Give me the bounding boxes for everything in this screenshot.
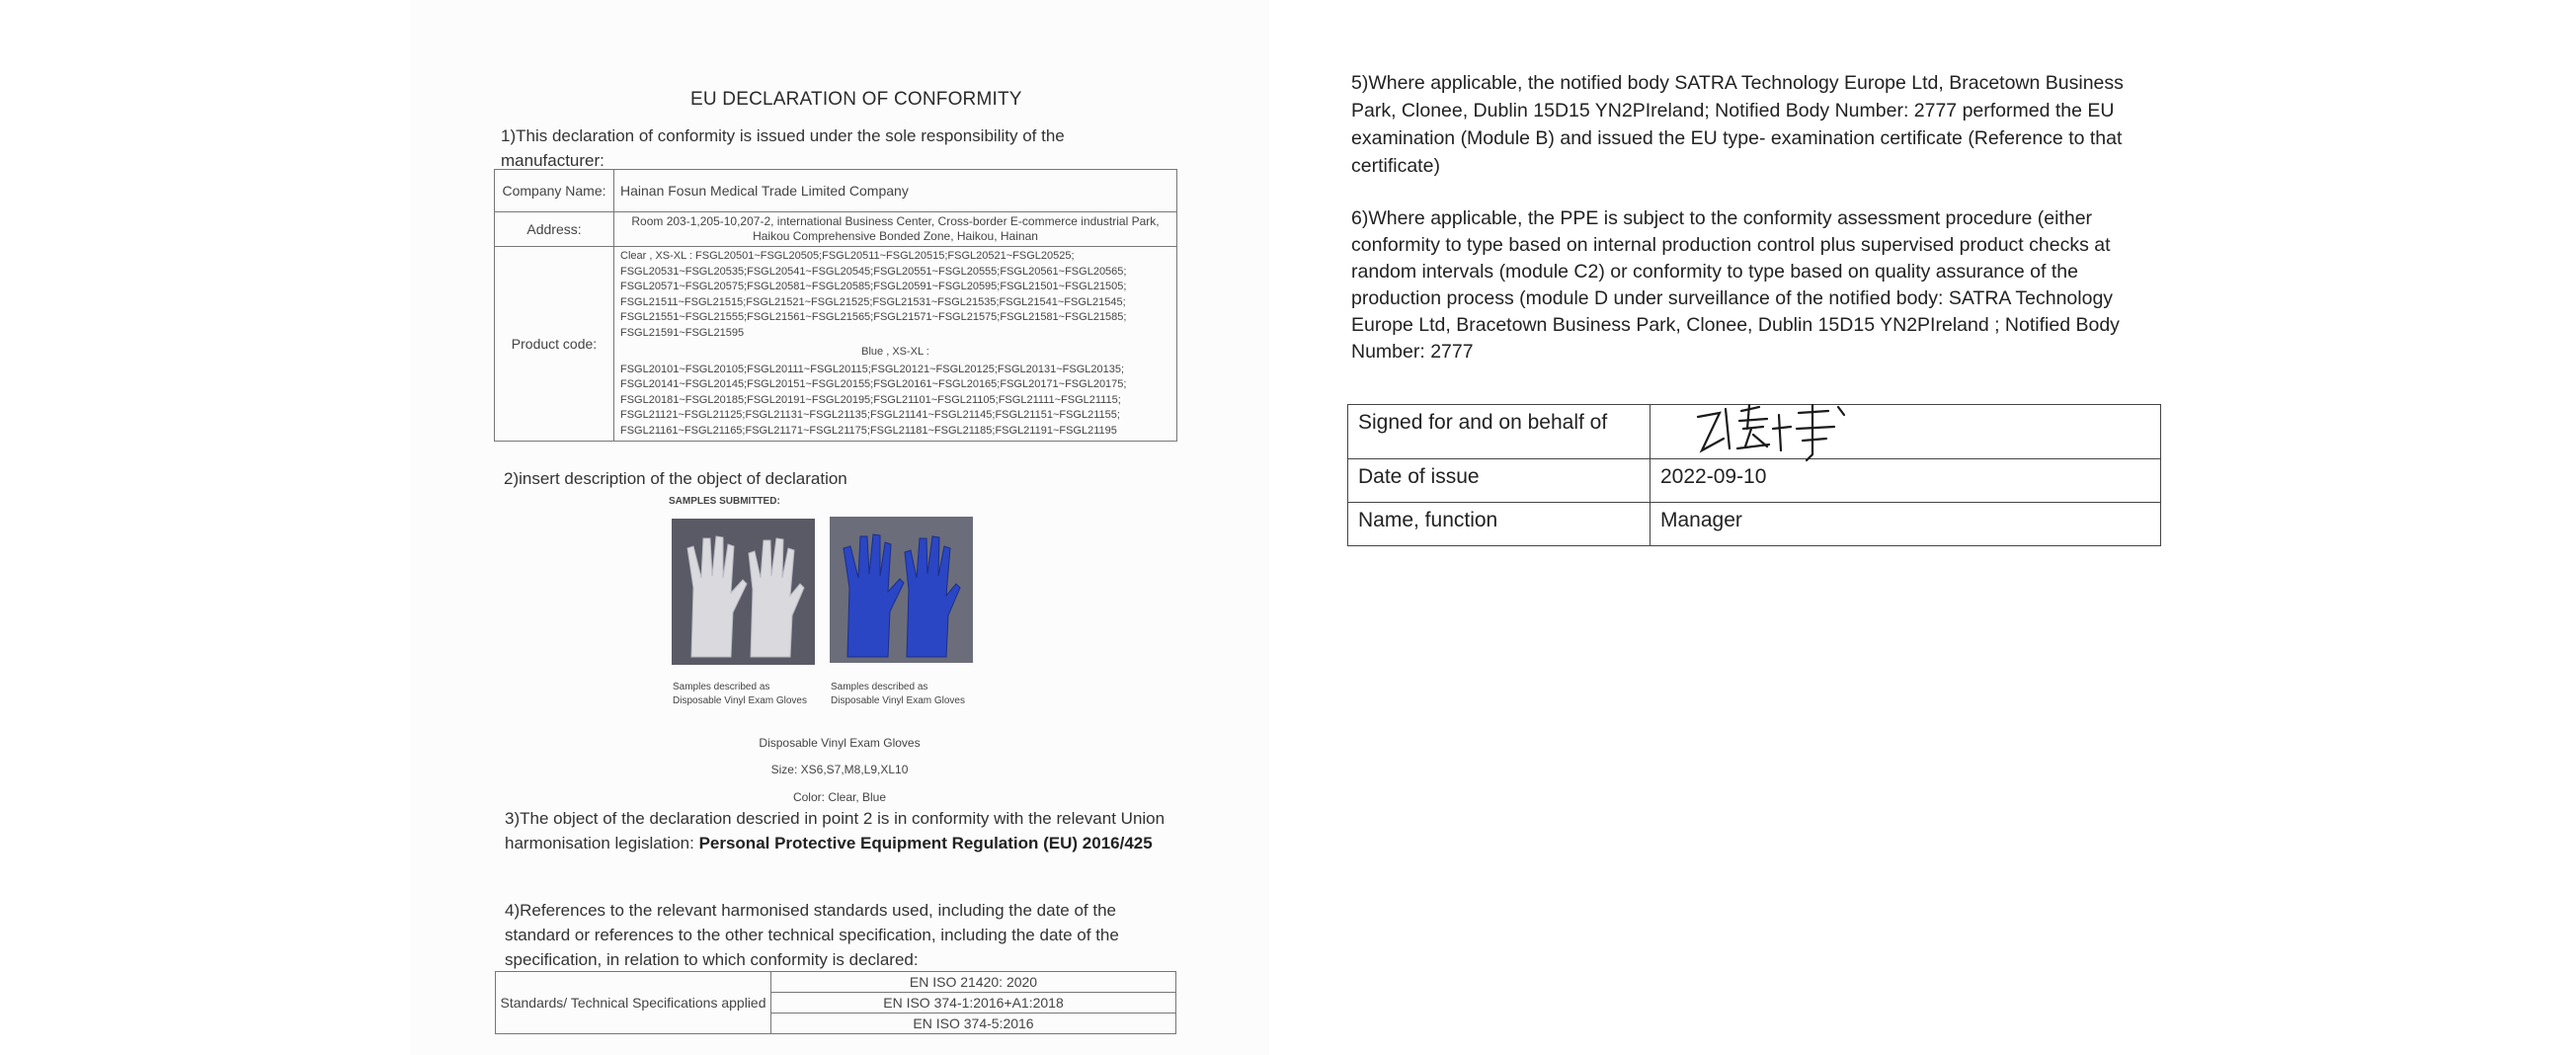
section-3-body: 3)The object of the declaration descried in point 2 is in conformity with the relevant Union harmonisation legislation: (505, 809, 1166, 852)
signature-table (1347, 404, 2161, 546)
date-value: 2022-09-10 (1650, 459, 2161, 503)
name-function-value: Manager (1650, 503, 2161, 546)
blue-product-codes: FSGL20101~FSGL20105;FSGL20111~FSGL20115;FSGL20121~FSGL20125;FSGL20131~FSGL20135; FSGL20141~FSGL20145;FSGL20151~FSGL20155;FSGL20161~FSGL20165;FSGL20171~FSGL20175; FSGL20181~FSGL20185;FSGL20191~FSGL20195;FSGL21101~FSGL21105;FSGL21111~FSGL21115; FSGL21121~FSGL21125;FSGL21131~FSGL21135;FSGL21141~FSGL21145;FSGL21151~FSGL21155; FSGL21161~FSGL21165;FSGL21171~FSGL21175;FSGL21181~FSGL21185;FSGL21191~FSGL21195 (620, 363, 1127, 437)
declaration-page-right (1304, 0, 2193, 1055)
section-2-text: 2)insert description of the object of declaration (504, 469, 847, 488)
document-title: EU DECLARATION OF CONFORMITY (690, 89, 1022, 110)
samples-title: SAMPLES SUBMITTED: (669, 496, 780, 507)
product-code-label: Product code: (495, 247, 614, 442)
product-name: Disposable Vinyl Exam Gloves (759, 736, 921, 750)
blue-gloves-photo (830, 517, 973, 663)
caption-clear-gloves: Samples described as Disposable Vinyl Exam Gloves (673, 682, 807, 706)
standard-item: EN ISO 374-1:2016+A1:2018 (771, 993, 1176, 1014)
caption-blue-gloves: Samples described as Disposable Vinyl Exam Gloves (831, 682, 965, 706)
company-name-label: Company Name: (495, 170, 614, 212)
standard-item: EN ISO 21420: 2020 (771, 972, 1176, 993)
standards-table (495, 971, 1176, 1034)
date-label: Date of issue (1348, 459, 1650, 503)
standards-label: Standards/ Technical Specifications applied (496, 972, 771, 1034)
name-function-label: Name, function (1348, 503, 1650, 546)
blue-codes-heading: Blue , XS-XL : (861, 346, 929, 358)
section-4-text: 4)References to the relevant harmonised standards used, including the date of the standard or references to the other technical specification, including the date of the specification, in relation to which conformity is declared: (505, 901, 1119, 969)
section-1-text: 1)This declaration of conformity is issued under the sole responsibility of the manufacturer: (501, 126, 1065, 170)
standard-item: EN ISO 374-5:2016 (771, 1014, 1176, 1034)
section-3-text (505, 806, 1186, 855)
signature-cell (1650, 405, 2161, 459)
product-code-cell (614, 247, 1177, 442)
clear-product-codes: Clear , XS-XL : FSGL20501~FSGL20505;FSGL20511~FSGL20515;FSGL20521~FSGL20525; FSGL20531~FSGL20535;FSGL20541~FSGL20545;FSGL20551~FSGL20555;FSGL20561~FSGL20565; FSGL20571~FSGL20575;FSGL20581~FSGL20585;FSGL20591~FSGL20595;FSGL21501~FSGL21505; FSGL21511~FSGL21515;FSGL21521~FSGL21525;FSGL21531~FSGL21535;FSGL21541~FSGL21545; FSGL21551~FSGL21555;FSGL21561~FSGL21565;FSGL21571~FSGL21575;FSGL21581~FSGL21585; FSGL21591~FSGL21595 (620, 250, 1127, 339)
color-line: Color: Clear, Blue (792, 790, 887, 804)
section-3-regulation: Personal Protective Equipment Regulation (EU) 2016/425 (698, 834, 1153, 852)
manufacturer-table (494, 169, 1177, 442)
address-value: Room 203-1,205-10,207-2, international Business Center, Cross-border E-commerce industrial Park, Haikou Comprehensive Bonded Zone, Haikou, Hainan (614, 212, 1177, 247)
handwritten-signature (1690, 399, 1888, 468)
signed-label: Signed for and on behalf of (1348, 405, 1650, 459)
size-line: Size: XS6,S7,M8,L9,XL10 (770, 763, 909, 776)
section-6-text: 6)Where applicable, the PPE is subject to the conformity assessment procedure (either conformity to type based on internal production control plus supervised product checks at random intervals (module C2) or conformity to type based on quality assurance of the production process (module D under surveillance of the notified body: SATRA Technology Europe Ltd, Bracetown Business Park, Clonee, Dublin 15D15 YN2PIreland ; Notified Body Number: 2777 (1351, 207, 2120, 363)
company-name-value: Hainan Fosun Medical Trade Limited Company (614, 170, 1177, 212)
clear-gloves-photo (672, 519, 815, 665)
address-label: Address: (495, 212, 614, 247)
declaration-page-left (410, 0, 1269, 1055)
section-5-text: 5)Where applicable, the notified body SATRA Technology Europe Ltd, Bracetown Business Park, Clonee, Dublin 15D15 YN2PIreland; Notified Body Number: 2777 performed the EU examination (Module B) and issued the EU type- examination certificate (Reference to that certificate) (1351, 72, 2124, 177)
